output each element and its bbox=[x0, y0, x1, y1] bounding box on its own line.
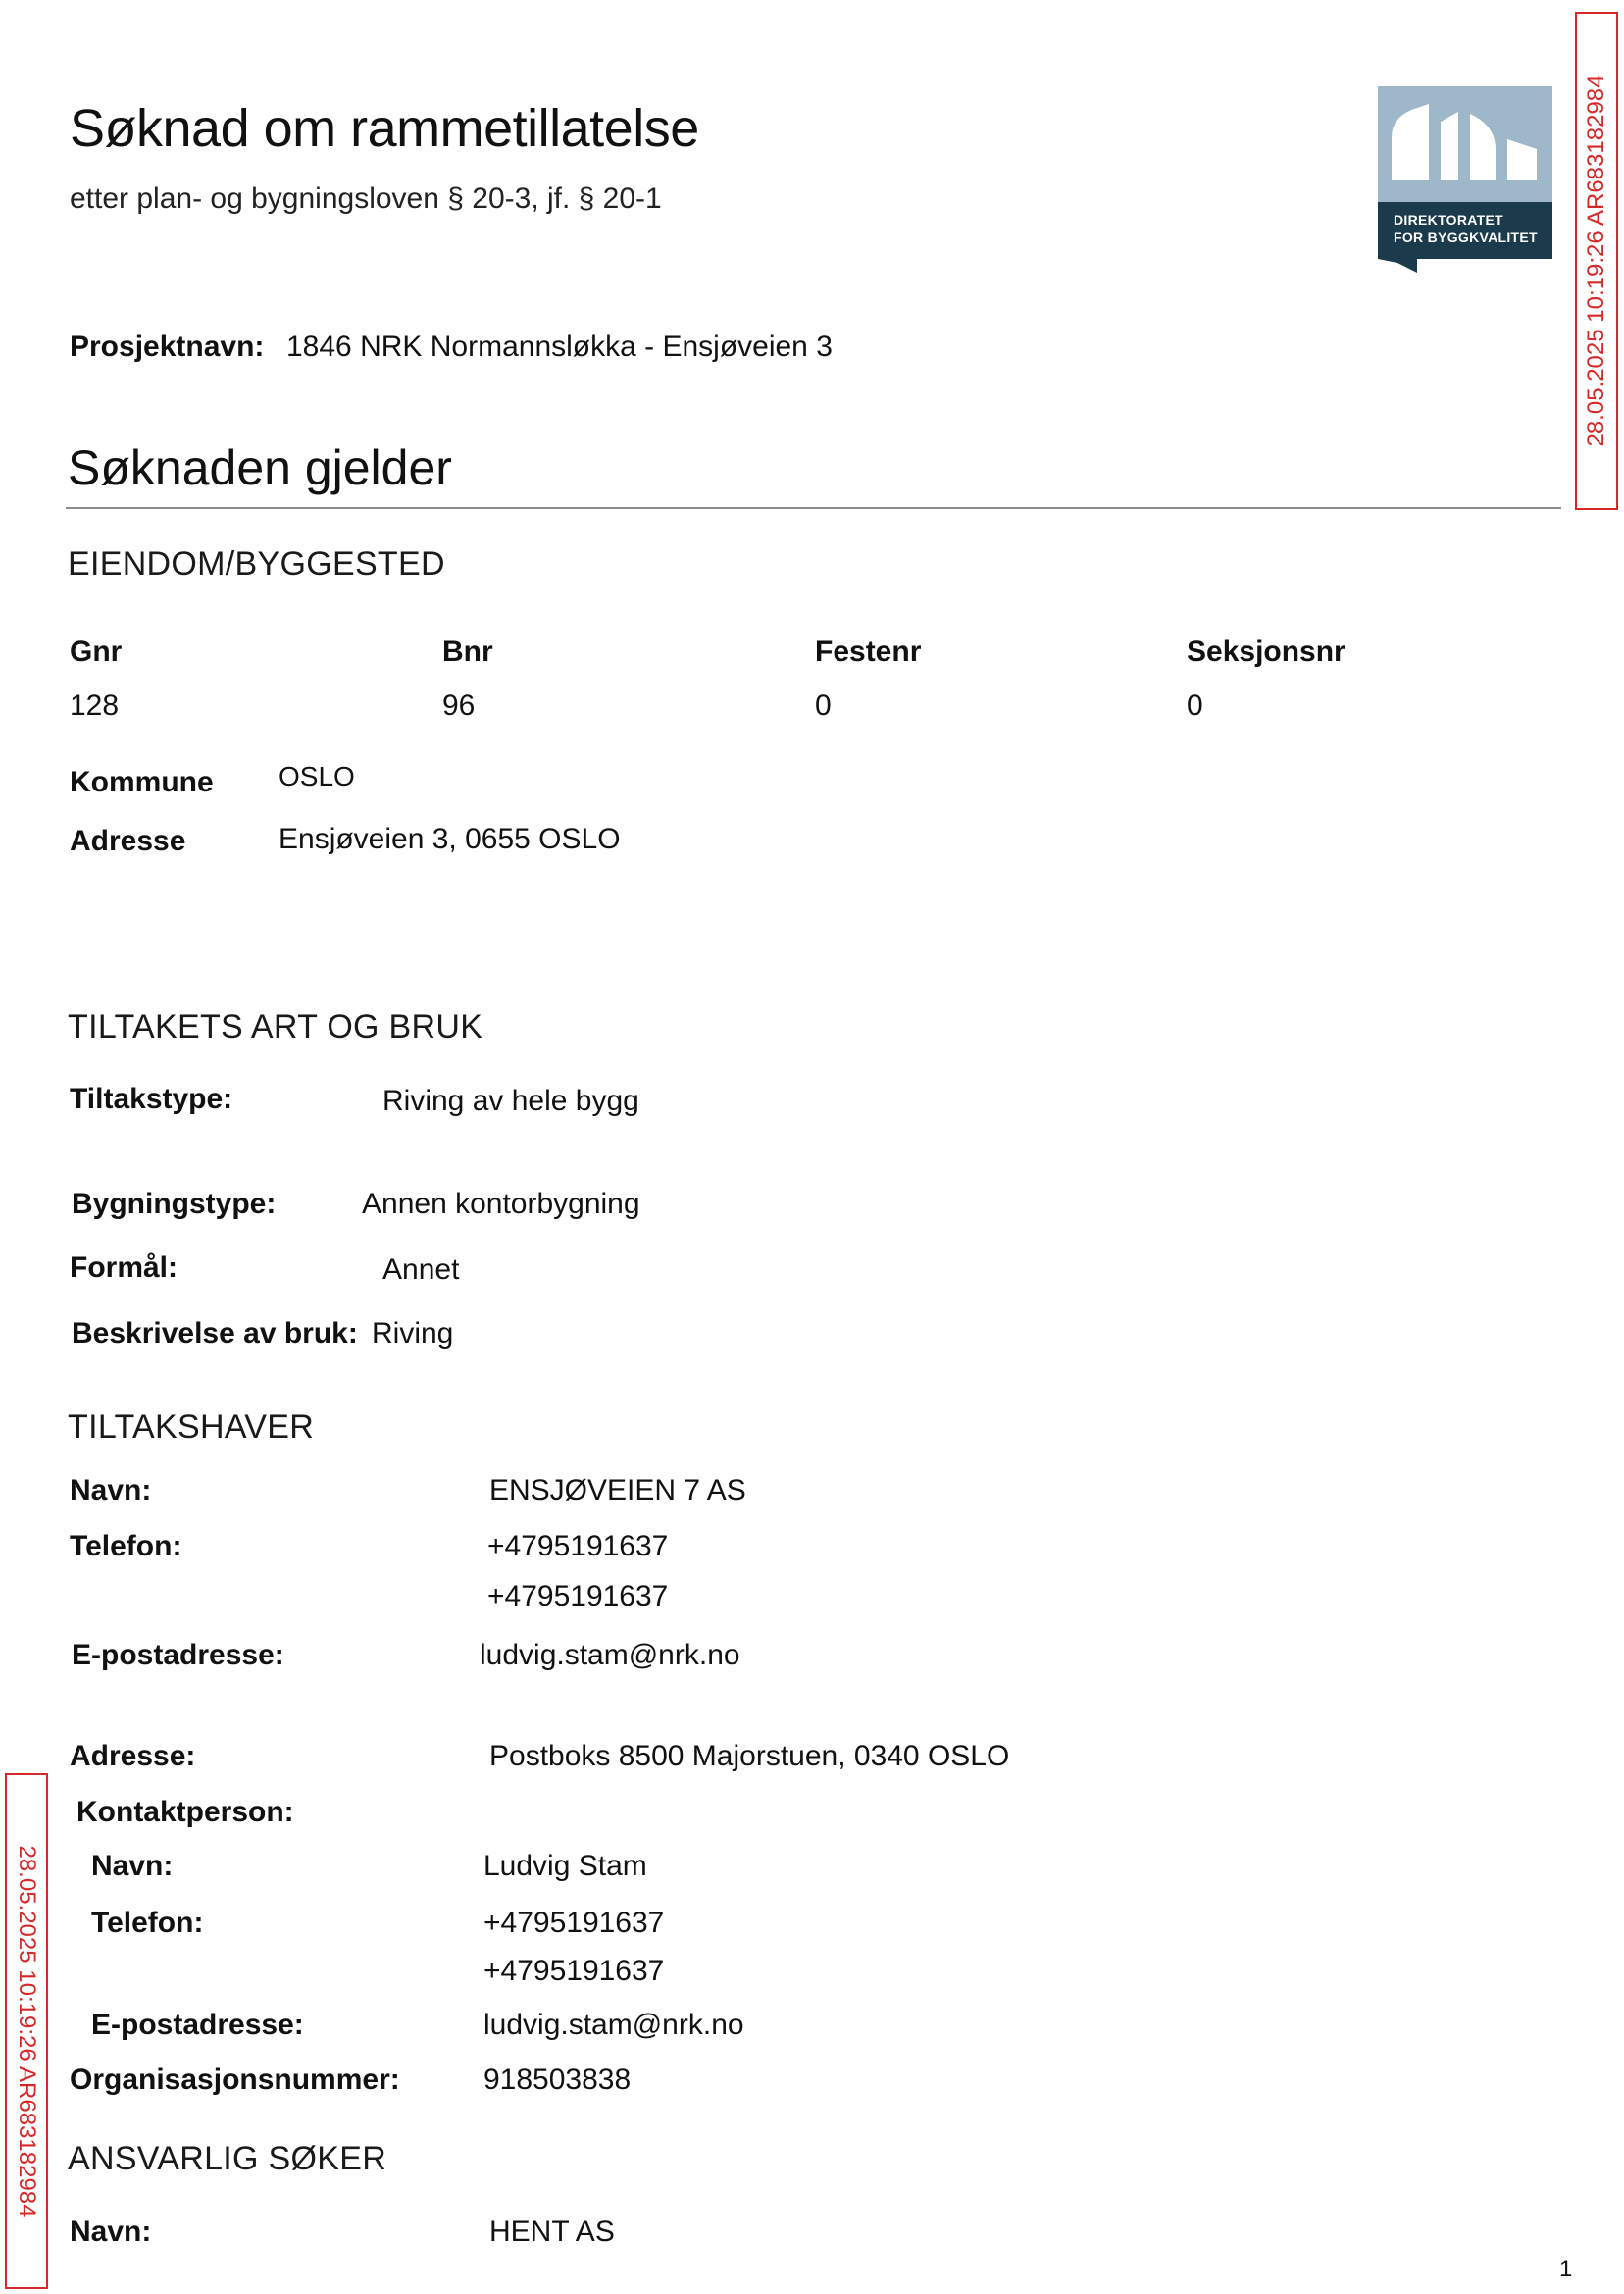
contact-email-label: E-postadresse: bbox=[91, 2009, 304, 2041]
contact-phone-value-1: +4795191637 bbox=[483, 1907, 665, 1939]
gnr-label: Gnr bbox=[70, 636, 123, 668]
measure-type-value: Riving av hele bygg bbox=[382, 1085, 639, 1117]
logo-text-line2: FOR BYGGKVALITET bbox=[1394, 229, 1538, 245]
property-heading: EIENDOM/BYGGESTED bbox=[68, 545, 445, 583]
applicant-name-value: HENT AS bbox=[489, 2216, 615, 2248]
document-title: Søknad om rammetillatelse bbox=[70, 99, 699, 158]
project-name-label: Prosjektnavn: bbox=[70, 331, 265, 363]
timestamp-text: 28.05.2025 10:19:26 AR683182984 bbox=[14, 1845, 40, 2218]
owner-name-label: Navn: bbox=[70, 1474, 152, 1506]
owner-email-value: ludvig.stam@nrk.no bbox=[480, 1639, 740, 1671]
kommune-value: OSLO bbox=[279, 761, 355, 791]
usage-label: Beskrivelse av bruk: bbox=[72, 1317, 358, 1350]
project-name-value: 1846 NRK Normannsløkka - Ensjøveien 3 bbox=[286, 331, 833, 363]
gnr-value: 128 bbox=[70, 689, 120, 722]
usage-value: Riving bbox=[372, 1317, 454, 1350]
festenr-label: Festenr bbox=[815, 636, 922, 668]
kommune-label: Kommune bbox=[70, 766, 214, 798]
owner-address-label: Adresse: bbox=[70, 1740, 196, 1772]
contact-phone-label: Telefon: bbox=[91, 1907, 204, 1939]
seksjonsnr-value: 0 bbox=[1187, 689, 1203, 722]
section-title: Søknaden gjelder bbox=[68, 440, 452, 495]
document-subtitle: etter plan- og bygningsloven § 20-3, jf. § 20-1 bbox=[70, 182, 662, 215]
applicant-name-label: Navn: bbox=[70, 2216, 152, 2248]
timestamp-stamp-left bbox=[5, 1773, 48, 2289]
purpose-value: Annet bbox=[382, 1253, 460, 1286]
owner-email-label: E-postadresse: bbox=[72, 1639, 284, 1671]
org-number-label: Organisasjonsnummer: bbox=[70, 2064, 400, 2096]
contact-name-value: Ludvig Stam bbox=[483, 1850, 647, 1882]
adresse-label: Adresse bbox=[70, 825, 186, 857]
owner-address-value: Postboks 8500 Majorstuen, 0340 OSLO bbox=[489, 1740, 1010, 1772]
bnr-value: 96 bbox=[442, 689, 476, 722]
owner-heading: TILTAKSHAVER bbox=[68, 1408, 315, 1446]
timestamp-stamp-right bbox=[1575, 12, 1618, 510]
building-type-label: Bygningstype: bbox=[72, 1188, 277, 1220]
owner-phone-value-1: +4795191637 bbox=[487, 1530, 669, 1562]
seksjonsnr-label: Seksjonsnr bbox=[1187, 636, 1345, 668]
timestamp-text: 28.05.2025 10:19:26 AR683182984 bbox=[1583, 75, 1609, 447]
owner-phone-value-2: +4795191637 bbox=[487, 1580, 669, 1612]
contact-person-label: Kontaktperson: bbox=[76, 1796, 294, 1828]
purpose-label: Formål: bbox=[70, 1251, 178, 1284]
applicant-heading: ANSVARLIG SØKER bbox=[68, 2140, 387, 2177]
measure-heading: TILTAKETS ART OG BRUK bbox=[68, 1008, 483, 1045]
logo-text-line1: DIREKTORATET bbox=[1394, 212, 1503, 228]
adresse-value: Ensjøveien 3, 0655 OSLO bbox=[279, 823, 621, 855]
bnr-label: Bnr bbox=[442, 636, 493, 668]
owner-name-value: ENSJØVEIEN 7 AS bbox=[489, 1474, 746, 1506]
org-number-value: 918503838 bbox=[483, 2064, 632, 2096]
measure-type-label: Tiltakstype: bbox=[70, 1083, 233, 1115]
contact-phone-value-2: +4795191637 bbox=[483, 1955, 665, 1987]
dibk-logo bbox=[1378, 86, 1552, 273]
contact-name-label: Navn: bbox=[91, 1850, 174, 1882]
festenr-value: 0 bbox=[815, 689, 832, 722]
section-divider bbox=[66, 507, 1561, 509]
contact-email-value: ludvig.stam@nrk.no bbox=[483, 2009, 744, 2041]
owner-phone-label: Telefon: bbox=[70, 1530, 182, 1562]
page-number: 1 bbox=[1559, 2256, 1573, 2282]
building-type-value: Annen kontorbygning bbox=[362, 1188, 640, 1220]
